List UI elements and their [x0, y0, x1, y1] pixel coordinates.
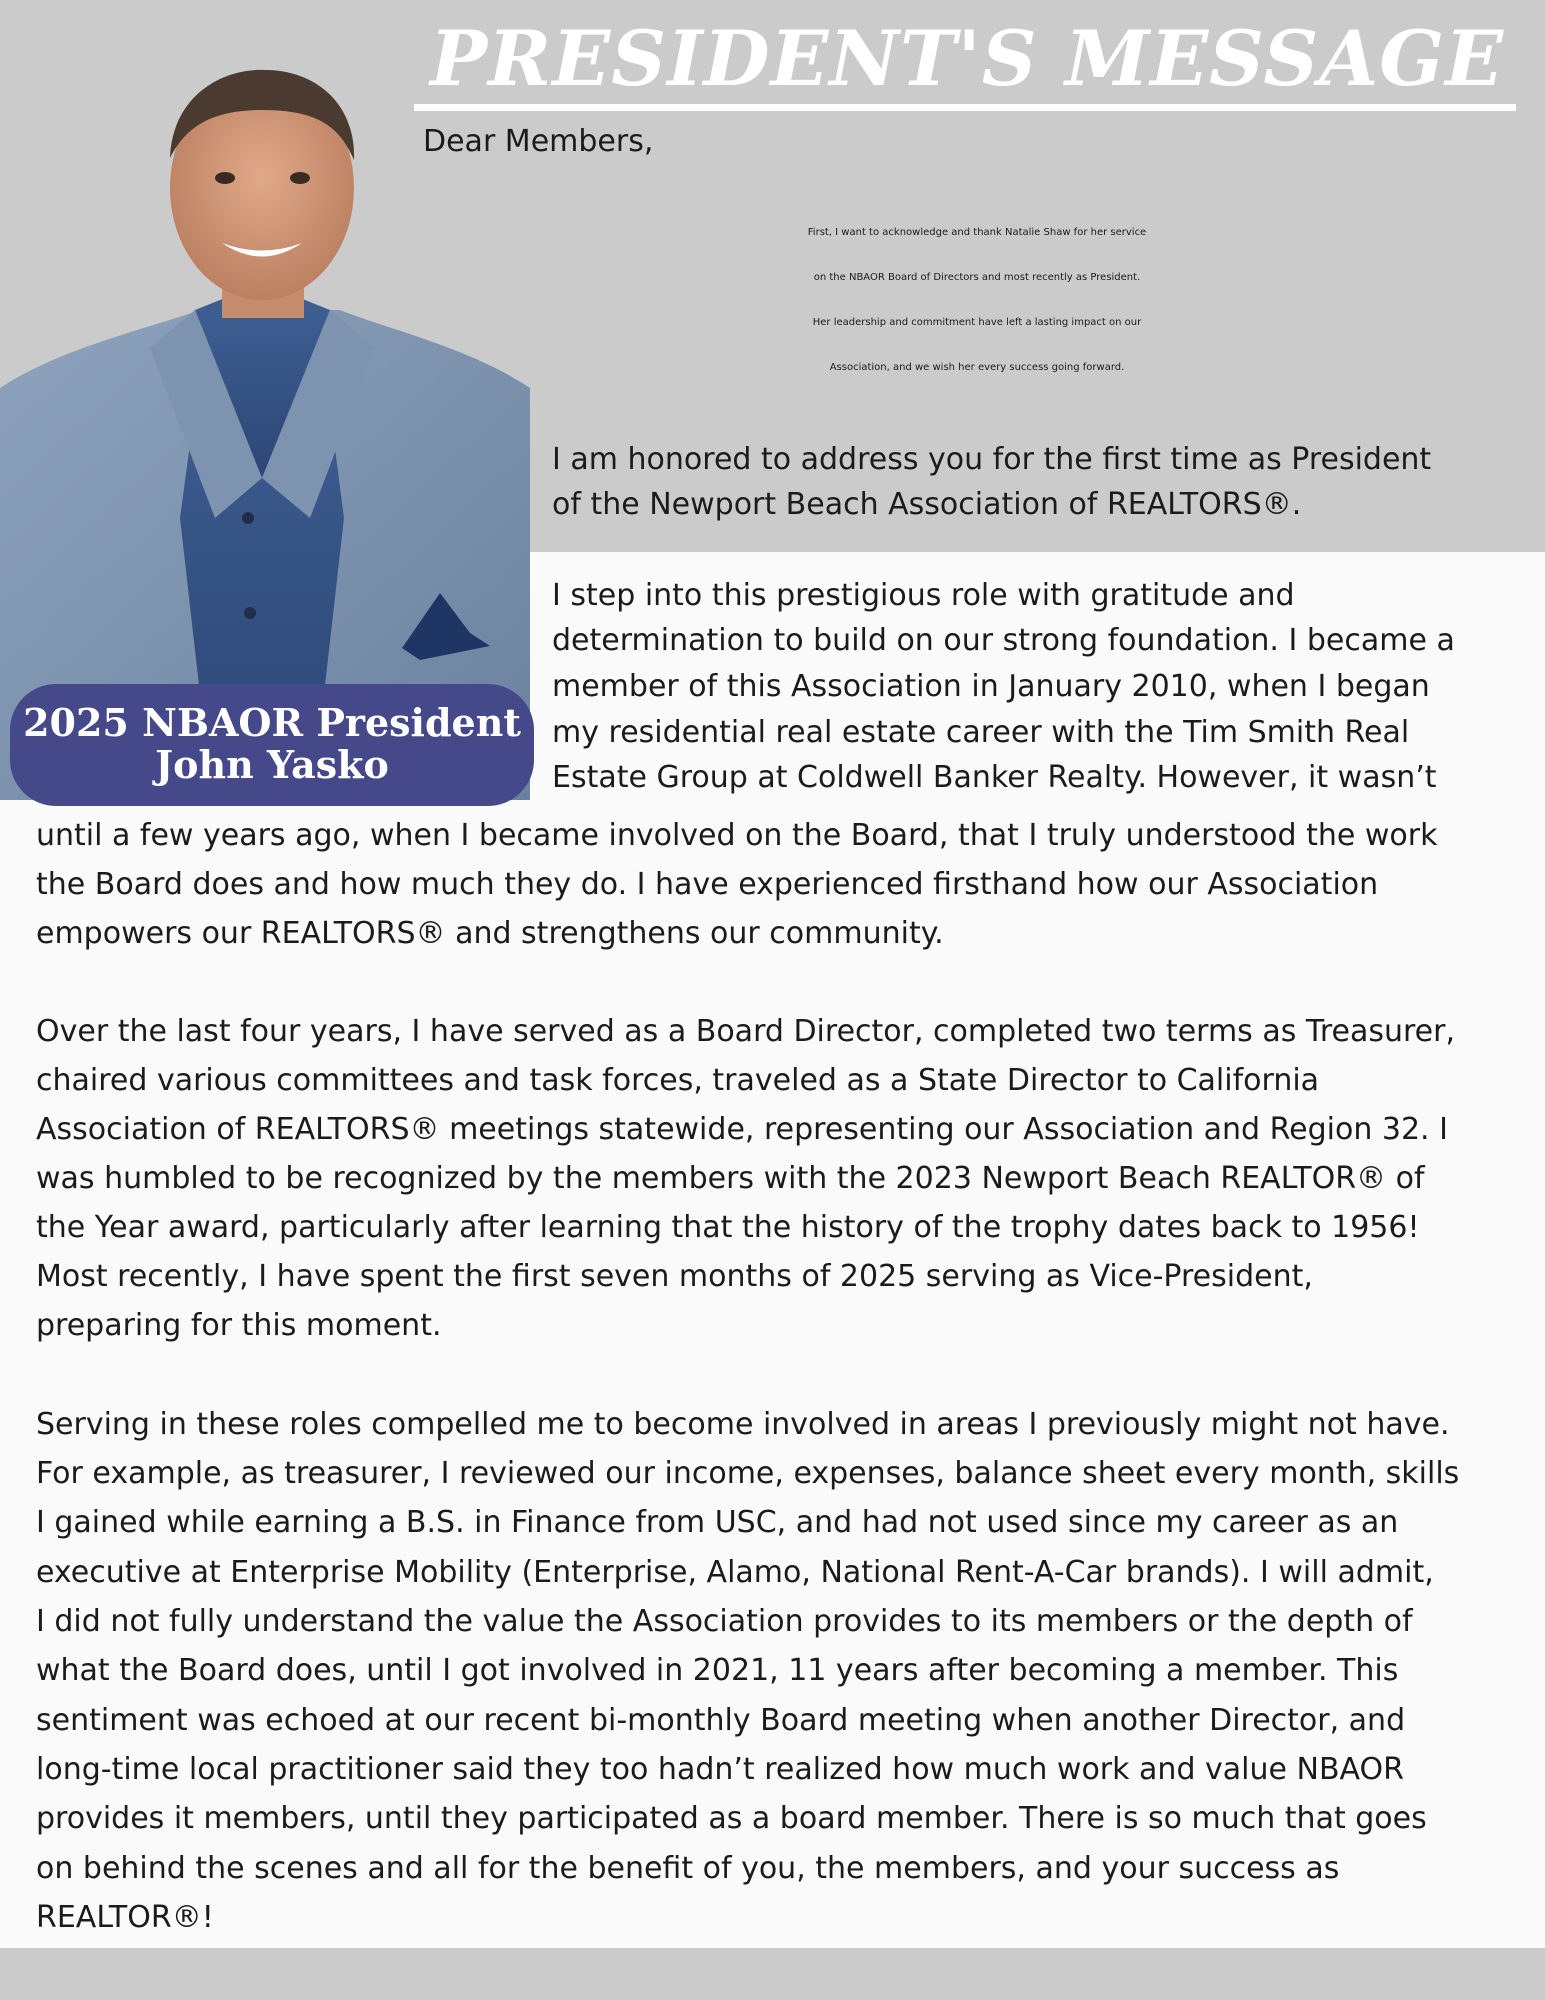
- footer-band: [0, 1948, 1545, 2000]
- roles-line: I gained while earning a B.S. in Finance from USC, and had not used since my career as an: [36, 1505, 1399, 1540]
- step-line: Estate Group at Coldwell Banker Realty. However, it wasn’t: [552, 760, 1437, 795]
- president-caption: [10, 684, 534, 806]
- caption-name: John Yasko: [155, 742, 389, 787]
- roles-line: executive at Enterprise Mobility (Enterprise, Alamo, National Rent-A-Car brands). I will admit,: [36, 1555, 1434, 1590]
- service-line: was humbled to be recognized by the members with the 2023 Newport Beach REALTOR® of: [36, 1161, 1425, 1196]
- roles-line: on behind the scenes and all for the benefit of you, the members, and your success as: [36, 1851, 1340, 1886]
- service-line: preparing for this moment.: [36, 1308, 442, 1343]
- title-underline: [414, 104, 1516, 111]
- roles-line: Serving in these roles compelled me to become involved in areas I previously might not have.: [36, 1407, 1450, 1442]
- step-continued-line: until a few years ago, when I became involved on the Board, that I truly understood the work: [36, 818, 1438, 853]
- roles-line: I did not fully understand the value the Association provides to its members or the depth of: [36, 1604, 1413, 1639]
- roles-line: For example, as treasurer, I reviewed our income, expenses, balance sheet every month, skills: [36, 1456, 1460, 1491]
- service-line: Association of REALTORS® meetings statewide, representing our Association and Region 32. I: [36, 1112, 1448, 1147]
- step-continued-line: empowers our REALTORS® and strengthens our community.: [36, 916, 944, 951]
- service-line: chaired various committees and task forces, traveled as a State Director to California: [36, 1063, 1320, 1098]
- step-line: my residential real estate career with the Tim Smith Real: [552, 715, 1410, 750]
- roles-line: sentiment was echoed at our recent bi-monthly Board meeting when another Director, and: [36, 1703, 1406, 1738]
- service-line: Most recently, I have spent the first seven months of 2025 serving as Vice-President,: [36, 1259, 1313, 1294]
- step-line: determination to build on our strong foundation. I became a: [552, 623, 1455, 658]
- roles-line: REALTOR®!: [36, 1900, 214, 1935]
- honored-line: I am honored to address you for the first time as President: [552, 442, 1432, 477]
- step-line: I step into this prestigious role with gratitude and: [552, 578, 1295, 613]
- honored-line: of the Newport Beach Association of REALTORS®.: [552, 487, 1302, 522]
- step-continued-line: the Board does and how much they do. I have experienced firsthand how our Association: [36, 867, 1379, 902]
- service-line: Over the last four years, I have served as a Board Director, completed two terms as Treasurer,: [36, 1014, 1455, 1049]
- caption-title: 2025 NBAOR President: [23, 700, 521, 745]
- intro-line: on the NBAOR Board of Directors and most recently as President.: [813, 272, 1141, 283]
- salutation: Dear Members,: [423, 124, 654, 159]
- intro-line: Association, and we wish her every success going forward.: [829, 362, 1125, 373]
- roles-line: provides it members, until they participated as a board member. There is so much that goes: [36, 1801, 1427, 1836]
- intro-line: First, I want to acknowledge and thank Natalie Shaw for her service: [807, 227, 1147, 238]
- service-line: the Year award, particularly after learning that the history of the trophy dates back to 1956!: [36, 1210, 1420, 1245]
- step-line: member of this Association in January 2010, when I began: [552, 669, 1430, 704]
- roles-line: long-time local practitioner said they too hadn’t realized how much work and value NBAOR: [36, 1752, 1404, 1787]
- roles-line: what the Board does, until I got involved in 2021, 11 years after becoming a member. This: [36, 1653, 1399, 1688]
- page-title: PRESIDENT'S MESSAGE: [429, 14, 1505, 103]
- intro-line: Her leadership and commitment have left a lasting impact on our: [812, 317, 1142, 328]
